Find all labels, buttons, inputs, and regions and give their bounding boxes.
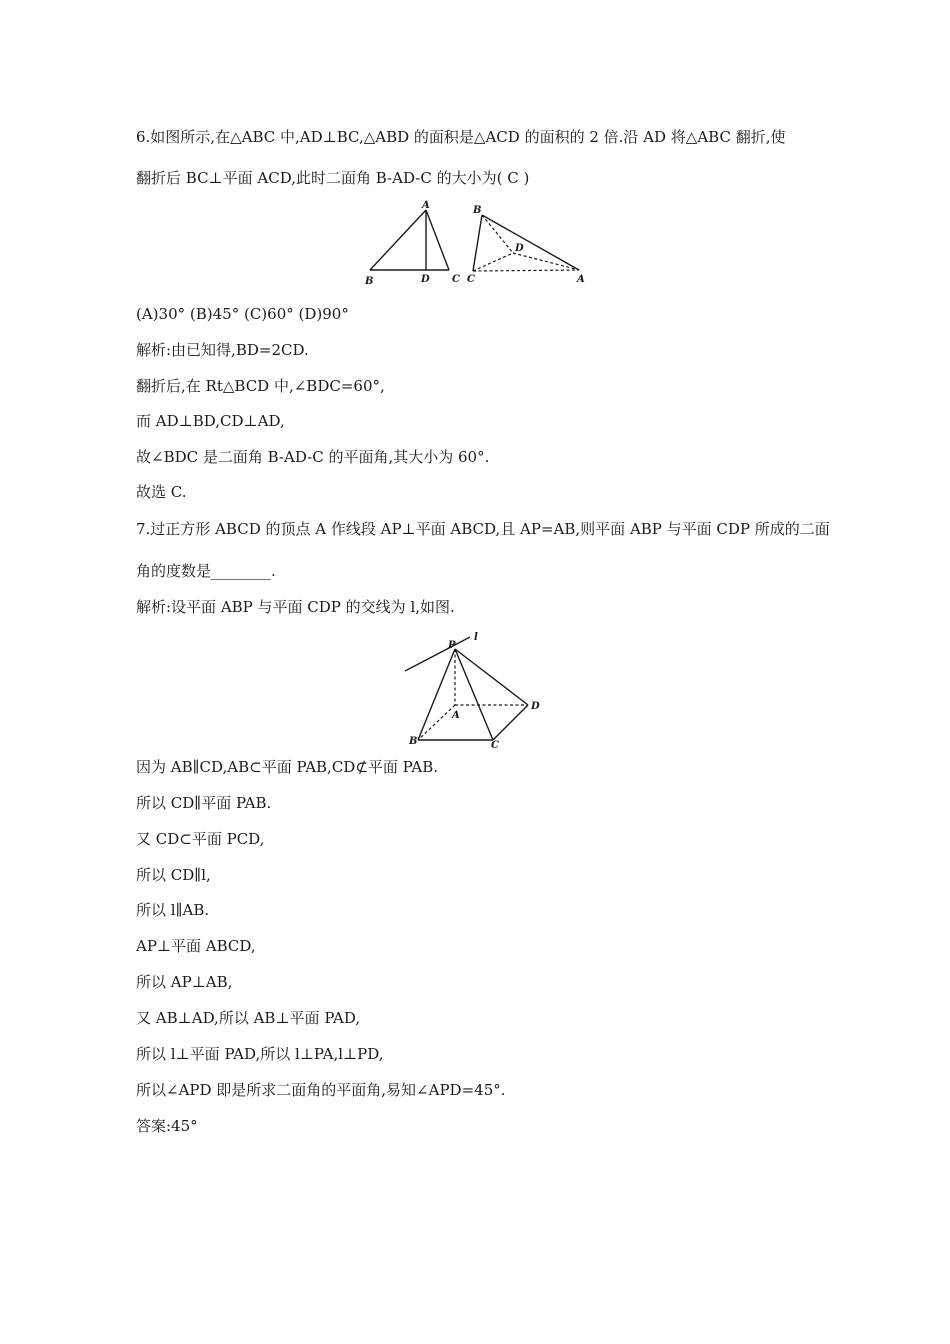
fig2-label-c: C	[467, 274, 475, 285]
fig2-label-a: A	[577, 274, 585, 285]
fig3-label-p: P	[448, 640, 456, 651]
q7-solution-line5: 所以 l∥AB.	[136, 901, 210, 919]
q6-stem-line1: 6.如图所示,在△ABC 中,AD⊥BC,△ABD 的面积是△ACD 的面积的 2 倍.沿 AD 将△ABC 翻折,使	[136, 128, 786, 146]
fig2-label-d: D	[515, 243, 524, 254]
fig3-label-d: D	[531, 701, 540, 712]
q6-triangle-figure	[360, 198, 470, 294]
q7-solution-line3: 又 CD⊂平面 PCD,	[136, 830, 265, 848]
q6-solution-line2: 翻折后,在 Rt△BCD 中,∠BDC=60°,	[136, 377, 385, 395]
q6-solution-line4: 故∠BDC 是二面角 B-AD-C 的平面角,其大小为 60°.	[136, 448, 490, 466]
q7-solution-intro: 解析:设平面 ABP 与平面 CDP 的交线为 l,如图.	[136, 598, 455, 616]
q7-stem-line1: 7.过正方形 ABCD 的顶点 A 作线段 AP⊥平面 ABCD,且 AP=AB,则平面 ABP 与平面 CDP 所成的二面	[136, 520, 830, 538]
q7-solution-line8: 又 AB⊥AD,所以 AB⊥平面 PAD,	[136, 1009, 361, 1027]
fig1-label-b: B	[365, 276, 374, 287]
fig2-label-b: B	[473, 205, 482, 216]
q7-solution-line9: 所以 l⊥平面 PAD,所以 l⊥PA,l⊥PD,	[136, 1045, 384, 1063]
q7-solution-line2: 所以 CD∥平面 PAB.	[136, 794, 272, 812]
q7-solution-line6: AP⊥平面 ABCD,	[136, 937, 256, 955]
q6-solution-line3: 而 AD⊥BD,CD⊥AD,	[136, 412, 285, 430]
q6-solution-line1: 解析:由已知得,BD=2CD.	[136, 341, 309, 359]
fig3-label-b: B	[409, 736, 418, 747]
q6-solution-line5: 故选 C.	[136, 483, 187, 501]
q6-folded-figure	[465, 200, 595, 294]
fig3-label-c: C	[491, 740, 499, 751]
q7-solution-line4: 所以 CD∥l,	[136, 866, 211, 884]
fig1-label-a: A	[422, 200, 430, 211]
q7-stem-line2: 角的度数是________.	[136, 562, 276, 580]
q7-solution-line7: 所以 AP⊥AB,	[136, 973, 233, 991]
q6-stem-line2: 翻折后 BC⊥平面 ACD,此时二面角 B-AD-C 的大小为( C )	[136, 169, 530, 187]
fig1-label-c: C	[452, 274, 460, 285]
q7-solution-line1: 因为 AB∥CD,AB⊂平面 PAB,CD⊄平面 PAB.	[136, 758, 439, 776]
fig3-label-l: l	[474, 632, 478, 643]
fig3-label-a: A	[452, 710, 460, 721]
q7-solution-line10: 所以∠APD 即是所求二面角的平面角,易知∠APD=45°.	[136, 1081, 506, 1099]
q6-options: (A)30° (B)45° (C)60° (D)90°	[136, 305, 349, 323]
q7-pyramid-figure	[400, 627, 550, 756]
fig1-label-d: D	[421, 274, 430, 285]
q7-answer: 答案:45°	[136, 1117, 198, 1135]
